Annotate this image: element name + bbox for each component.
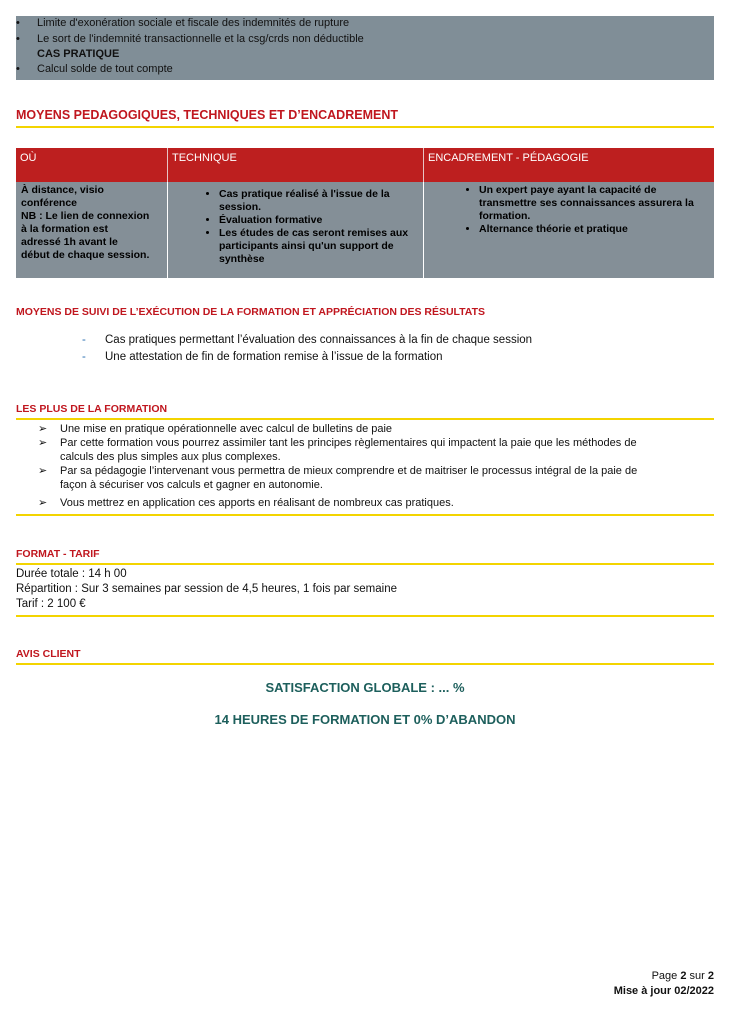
- section-title-suivi: MOYENS DE SUIVI DE L’EXÉCUTION DE LA FORMATION ET APPRÉCIATION DES RÉSULTATS: [16, 306, 486, 318]
- section-title-plus: LES PLUS DE LA FORMATION: [16, 403, 168, 415]
- page-current: 2: [680, 970, 687, 982]
- section-title-format: FORMAT - TARIF: [16, 548, 100, 560]
- section-divider: [16, 563, 714, 565]
- arrow-bullet-icon: ➢: [38, 437, 48, 449]
- list-item-heading: CAS PRATIQUE: [37, 48, 120, 60]
- section-divider: [16, 663, 714, 665]
- format-tarif: Tarif : 2 100 €: [16, 598, 86, 610]
- table-header-technique: TECHNIQUE: [168, 148, 424, 182]
- list-item: • Calcul solde de tout compte: [37, 63, 173, 75]
- table-cell-ou: [16, 182, 168, 278]
- list-item: • Évaluation formative: [219, 214, 418, 227]
- list-item-text: calculs des plus simples aux plus complexes.: [60, 451, 281, 463]
- table-header-encadrement: ENCADREMENT - PÉDAGOGIE: [424, 148, 714, 182]
- list-item: • Alternance théorie et pratique: [479, 223, 709, 236]
- section-divider: [16, 126, 714, 128]
- list-item-text: Vous mettrez en application ces apports en réalisant de nombreux cas pratiques.: [60, 497, 454, 509]
- list-item-text: façon à sécuriser vos calculs et gagner en autonomie.: [60, 479, 323, 491]
- arrow-bullet-icon: ➢: [38, 497, 48, 509]
- list-item: • Limite d'exonération sociale et fiscale des indemnités de rupture: [37, 17, 349, 29]
- list-item-text: Une mise en pratique opérationnelle avec calcul de bulletins de paie: [60, 423, 393, 435]
- dash-marker: -: [82, 334, 86, 346]
- page-number: [652, 970, 714, 982]
- list-item: [82, 334, 533, 346]
- cell-line: À distance, visio: [21, 184, 104, 196]
- table-cell-technique: [168, 182, 424, 278]
- heures-formation: 14 HEURES DE FORMATION ET 0% D’ABANDON: [214, 712, 516, 727]
- page-prefix: Page: [651, 970, 681, 982]
- update-date: Mise à jour 02/2022: [613, 985, 714, 997]
- cell-line: à la formation est: [21, 223, 108, 235]
- list-item: • Les études de cas seront remises aux participants ainsi qu'un support de synthèse: [219, 227, 418, 266]
- list-item: • Un expert paye ayant la capacité de transmettre ses connaissances assurera la formation.: [479, 184, 709, 223]
- cell-line: début de chaque session.: [21, 249, 150, 261]
- arrow-bullet-icon: ➢: [38, 423, 48, 435]
- dash-marker: -: [82, 351, 86, 363]
- section-title-avis: AVIS CLIENT: [16, 648, 81, 660]
- section-divider: [16, 615, 714, 617]
- table-header-ou: OÙ: [16, 148, 168, 182]
- page-mid: sur: [686, 970, 708, 982]
- arrow-bullet-icon: ➢: [38, 465, 48, 477]
- section-title-moyens: MOYENS PEDAGOGIQUES, TECHNIQUES ET D’ENCADREMENT: [16, 108, 398, 122]
- section-divider: [16, 514, 714, 516]
- list-item: • Le sort de l'indemnité transactionnelle et la csg/crds non déductible: [37, 33, 364, 45]
- list-item-text: Par sa pédagogie l’intervenant vous permettra de mieux comprendre et de maitriser le processus intégral de la paie de: [60, 465, 638, 477]
- table-cell-encadrement: [424, 182, 714, 278]
- satisfaction-globale: SATISFACTION GLOBALE : ... %: [265, 680, 465, 695]
- list-item: • Cas pratique réalisé à l'issue de la session.: [219, 188, 418, 214]
- list-item: [82, 351, 443, 363]
- list-item-text: Par cette formation vous pourrez assimiler tant les principes règlementaires qui impactent la paie que les méthodes de: [60, 437, 637, 449]
- list-item-text: Cas pratiques permettant l’évaluation des connaissances à la fin de chaque session: [105, 334, 533, 346]
- cell-line: adressé 1h avant le: [21, 236, 118, 248]
- list-item-text: Une attestation de fin de formation remise à l’issue de la formation: [105, 351, 443, 363]
- page-total: 2: [707, 970, 714, 982]
- section-divider: [16, 418, 714, 420]
- moyens-table: [16, 148, 714, 278]
- cell-line: conférence: [21, 197, 78, 209]
- format-repartition: Répartition : Sur 3 semaines par session de 4,5 heures, 1 fois par semaine: [16, 583, 397, 595]
- cell-line: NB : Le lien de connexion: [21, 210, 150, 222]
- format-duree: Durée totale : 14 h 00: [16, 568, 127, 580]
